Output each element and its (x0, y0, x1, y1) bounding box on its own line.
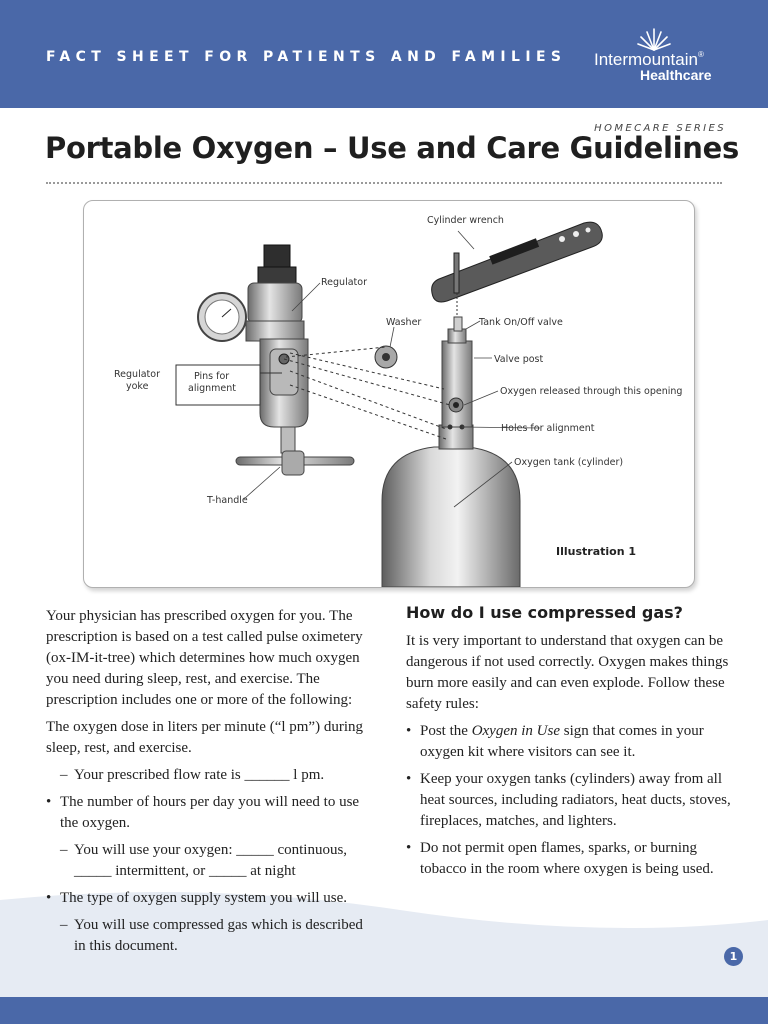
label-tank-valve: Tank On/Off valve (479, 317, 563, 328)
open-flames-bullet: • Do not permit open flames, sparks, or burning tobacco in the room where oxygen is being used. (406, 840, 714, 877)
label-washer: Washer (386, 317, 422, 328)
header-band (0, 0, 768, 108)
oxygen-sign-bullet: • Post the Oxygen in Use sign that comes in your oxygen kit where visitors can see it. (406, 723, 704, 760)
label-cylinder-wrench: Cylinder wrench (427, 215, 504, 226)
series-label: HOMECARE SERIES (594, 123, 726, 134)
label-oxygen-released: Oxygen released through this opening (500, 386, 683, 397)
supply-system-bullet: • The type of oxygen supply system you will use. (46, 890, 348, 906)
usage-item: – You will use your oxygen: _____ continuous, _____ intermittent, or _____ at night (60, 842, 348, 879)
safety-intro-paragraph: It is very important to understand that oxygen can be dangerous if not used correctly. Oxygen makes things burn more easily and can even explode. Follow these safety rules: (406, 633, 729, 712)
label-valve-post: Valve post (494, 354, 544, 365)
illustration-caption: Illustration 1 (556, 545, 637, 558)
page-number-badge: 1 (724, 947, 743, 966)
flow-rate-item: – Your prescribed flow rate is ______ l pm. (60, 767, 325, 783)
logo-registered-mark: ® (697, 50, 704, 59)
dose-paragraph: The oxygen dose in liters per minute (“l pm”) during sleep, rest, and exercise. (46, 719, 363, 756)
compressed-gas-item: – You will use compressed gas which is described in this document. (60, 917, 363, 954)
label-pins-line2: alignment (188, 383, 236, 394)
fact-sheet-heading: FACT SHEET FOR PATIENTS AND FAMILIES (46, 49, 567, 65)
oxygen-regulator-diagram (84, 201, 694, 587)
left-column (46, 606, 376, 963)
cylinder-wrench-drawing (432, 222, 603, 317)
footer-band (0, 997, 768, 1024)
logo-leaf-icon (634, 26, 674, 52)
alignment-guide-lines (284, 347, 450, 439)
logo-text-intermountain: Intermountain (594, 50, 698, 69)
label-regulator-yoke-line2: yoke (126, 381, 149, 392)
label-pins-line1: Pins for (194, 371, 230, 382)
washer-drawing (375, 346, 397, 368)
compressed-gas-heading: How do I use compressed gas? (406, 603, 683, 622)
title-divider (46, 182, 722, 184)
heat-sources-bullet: • Keep your oxygen tanks (cylinders) away from all heat sources, including radiators, heat ducts, stoves, fireplaces, matches, and lighters. (406, 771, 731, 829)
label-regulator-yoke-line1: Regulator (114, 369, 160, 380)
label-oxygen-tank: Oxygen tank (cylinder) (514, 457, 624, 468)
page-title: Portable Oxygen – Use and Care Guidelines (45, 131, 739, 165)
intro-paragraph: Your physician has prescribed oxygen for you. The prescription is based on a test called pulse oximetery (ox-IM-it-tree) which determines how much oxygen you need during sleep, rest, and exercise. The prescription includes one or more of the following: (46, 608, 363, 708)
illustration-panel (83, 200, 695, 588)
logo-text-healthcare: Healthcare (640, 67, 712, 83)
right-column (406, 602, 736, 886)
intermountain-logo (588, 26, 738, 86)
label-regulator: Regulator (321, 277, 367, 288)
hours-bullet: • The number of hours per day you will need to use the oxygen. (46, 794, 360, 831)
label-holes-alignment: Holes for alignment (501, 423, 595, 434)
label-t-handle: T-handle (207, 495, 248, 506)
